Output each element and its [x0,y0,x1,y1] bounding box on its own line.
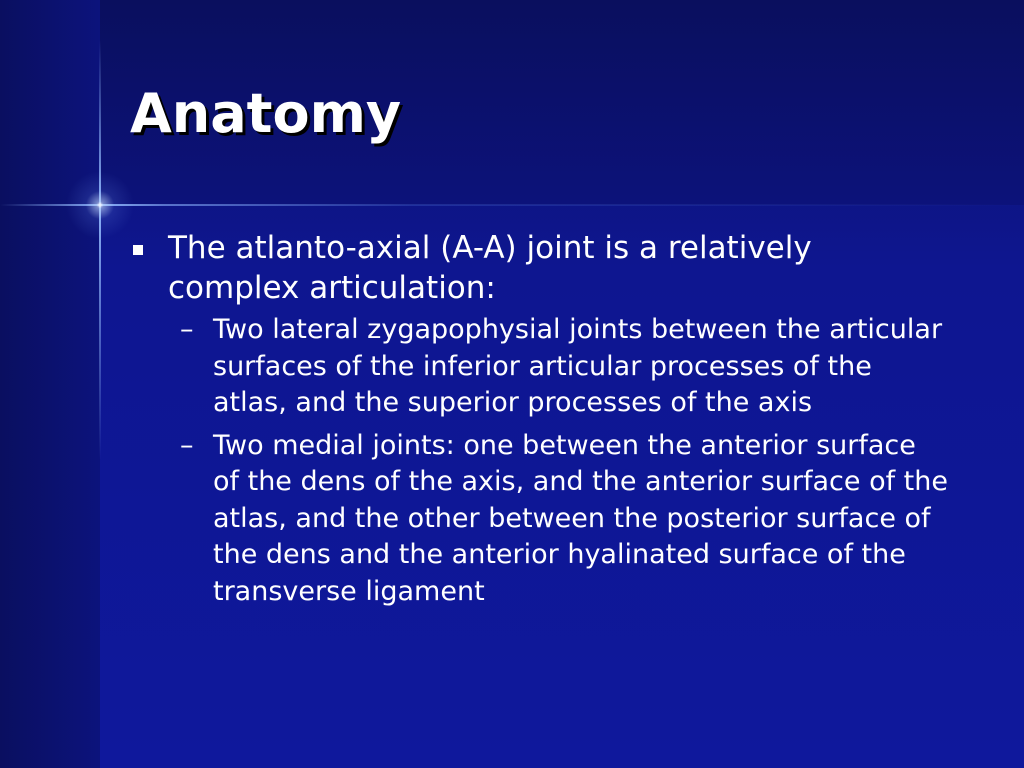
dash-marker: – [180,429,194,461]
sub-bullet-text: Two lateral zygapophysial joints between the articular surfaces of the inferior articular processes of the atlas, and the superior processes of the axis [213,314,943,418]
sub-bullet-text: Two medial joints: one between the anterior surface of the dens of the axis, and the anterior surface of the atlas, and the other between the posterior surface of the dens and the anterior hyalinated surface of the transverse ligament [213,429,948,607]
star-sparkle-icon [60,165,140,245]
sub-bullet-list [130,312,950,610]
square-bullet-icon [133,245,143,255]
left-decorative-strip [0,0,100,768]
bullet-text: The atlanto-axial (A-A) joint is a relatively complex articulation: [168,230,812,306]
sub-bullet-item [180,428,950,611]
bullet-item [130,228,950,308]
vertical-accent-line [99,40,101,460]
slide-title: Anatomy [130,82,402,145]
dash-marker: – [180,314,194,345]
slide-body [130,228,950,616]
horizontal-accent-line [0,204,1024,206]
sub-bullet-item [180,312,950,422]
